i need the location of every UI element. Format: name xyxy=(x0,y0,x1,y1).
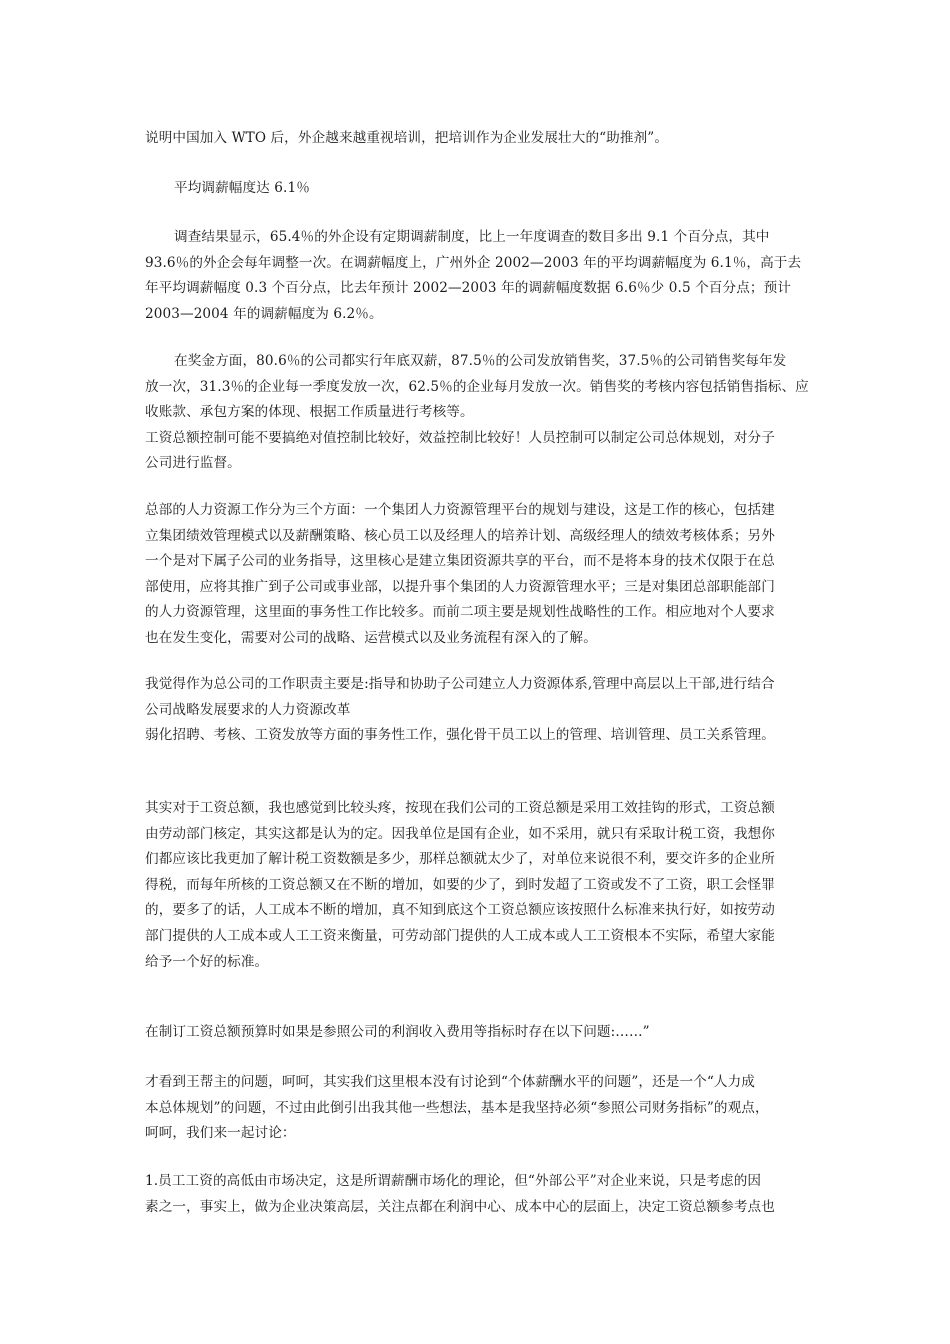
paragraph-wage-total xyxy=(145,796,810,975)
text-line: 公司战略发展要求的人力资源改革 xyxy=(145,701,351,718)
paragraph-point-1 xyxy=(145,1169,810,1220)
text-line: 公司进行监督。 xyxy=(145,455,241,472)
text-line: 调查结果显示，65.4％的外企设有定期调薪制度，比上一年度调查的数目多出 9.1 个百分点，其中 xyxy=(174,229,770,245)
text-line: 的人力资源管理，这里面的事务性工作比较多。而前二项主要是规划性战略性的工作。相应地对个人要求 xyxy=(145,604,775,621)
text-line: 我觉得作为总公司的工作职责主要是:指导和协助子公司建立人力资源体系,管理中高层以上干部,进行结合 xyxy=(145,676,775,692)
text-line: 得税，而每年所核的工资总额又在不断的增加，如要的少了，到时发超了工资或发不了工资，职工会怪罪 xyxy=(145,876,775,893)
paragraph-hq-duties xyxy=(145,672,810,749)
text-line: 其实对于工资总额，我也感觉到比较头疼，按现在我们公司的工资总额是采用工效挂钩的形式，工资总额 xyxy=(145,800,775,816)
text-line: 弱化招聘、考核、工资发放等方面的事务性工作，强化骨干员工以上的管理、培训管理、员工关系管理。 xyxy=(145,727,775,744)
text-line: 们都应该比我更加了解计税工资数额是多少，那样总额就太少了，对单位来说很不利，要交许多的企业所 xyxy=(145,851,775,868)
paragraph-bonus xyxy=(145,349,810,477)
text-line: 给予一个好的标准。 xyxy=(145,953,269,970)
text-line: 也在发生变化，需要对公司的战略、运营模式以及业务流程有深入的了解。 xyxy=(145,629,597,646)
paragraph-reply xyxy=(145,1070,810,1147)
text-line: 平均调薪幅度达 6.1％ xyxy=(174,180,310,196)
text-line: 部使用，应将其推广到子公司或事业部，以提升事个集团的人力资源管理水平；三是对集团总部职能部门 xyxy=(145,578,775,595)
text-line: 一个是对下属子公司的业务指导，这里核心是建立集团资源共享的平台，而不是将本身的技术仅限于在总 xyxy=(145,553,775,570)
text-line: 在制订工资总额预算时如果是参照公司的利润收入费用等指标时存在以下问题:……” xyxy=(145,1024,650,1040)
text-line: 工资总额控制可能不要搞绝对值控制比较好，效益控制比较好！人员控制可以制定公司总体规划，对分子 xyxy=(145,429,775,446)
text-line: 年平均调薪幅度 0.3 个百分点，比去年预计 2002—2003 年的调薪幅度数据 6.6％少 0.5 个百分点；预计 xyxy=(145,280,791,297)
text-line: 收账款、承包方案的体现、根据工作质量进行考核等。 xyxy=(145,404,474,421)
paragraph-wto-training xyxy=(145,126,810,152)
text-line: 本总体规划”的问题，不过由此倒引出我其他一些想法，基本是我坚持必须“参照公司财务指标”的观点， xyxy=(145,1099,769,1116)
text-line: 由劳动部门核定，其实这都是认为的定。因我单位是国有企业，如不采用，就只有采取计税工资，我想你 xyxy=(145,825,775,842)
text-line: 2003—2004 年的调薪幅度为 6.2％。 xyxy=(145,305,383,322)
text-line: 素之一，事实上，做为企业决策高层，关注点都在利润中心、成本中心的层面上，决定工资总额参考点也 xyxy=(145,1198,775,1215)
text-line: 才看到王帮主的问题，呵呵，其实我们这里根本没有讨论到“个体薪酬水平的问题”，还是一个“人力成 xyxy=(145,1074,755,1090)
text-line: 部门提供的人工成本或人工工资来衡量，可劳动部门提供的人工成本或人工工资根本不实际，希望大家能 xyxy=(145,927,775,944)
paragraph-budget-question xyxy=(145,1020,810,1046)
text-line: 的，要多了的话，人工成本不断的增加，真不知到底这个工资总额应该按照什么标准来执行好，如按劳动 xyxy=(145,902,775,919)
text-line: 呵呵，我们来一起讨论： xyxy=(145,1125,296,1142)
text-line: 立集团绩效管理模式以及薪酬策略、核心员工以及经理人的培养计划、高级经理人的绩效考核体系；另外 xyxy=(145,527,775,544)
text-line: 在奖金方面，80.6％的公司都实行年底双薪，87.5％的公司发放销售奖，37.5％的公司销售奖每年发 xyxy=(174,353,787,369)
paragraph-survey-results xyxy=(145,225,810,327)
section-heading-average-raise xyxy=(145,176,810,202)
text-line: 总部的人力资源工作分为三个方面：一个集团人力资源管理平台的规划与建设，这是工作的核心，包括建 xyxy=(145,502,775,518)
paragraph-hq-hr-work xyxy=(145,498,810,652)
text-line: 1.员工工资的高低由市场决定，这是所谓薪酬市场化的理论，但“外部公平”对企业来说，只是考虑的因 xyxy=(145,1173,762,1189)
text-line: 放一次，31.3％的企业每一季度发放一次，62.5％的企业每月发放一次。销售奖的考核内容包括销售指标、应 xyxy=(145,378,809,395)
text-line: 说明中国加入 WTO 后，外企越来越重视培训，把培训作为企业发展壮大的“助推剂”。 xyxy=(145,130,669,146)
text-line: 93.6％的外企会每年调整一次。在调薪幅度上，广州外企 2002—2003 年的平均调薪幅度为 6.1％，高于去 xyxy=(145,254,802,271)
